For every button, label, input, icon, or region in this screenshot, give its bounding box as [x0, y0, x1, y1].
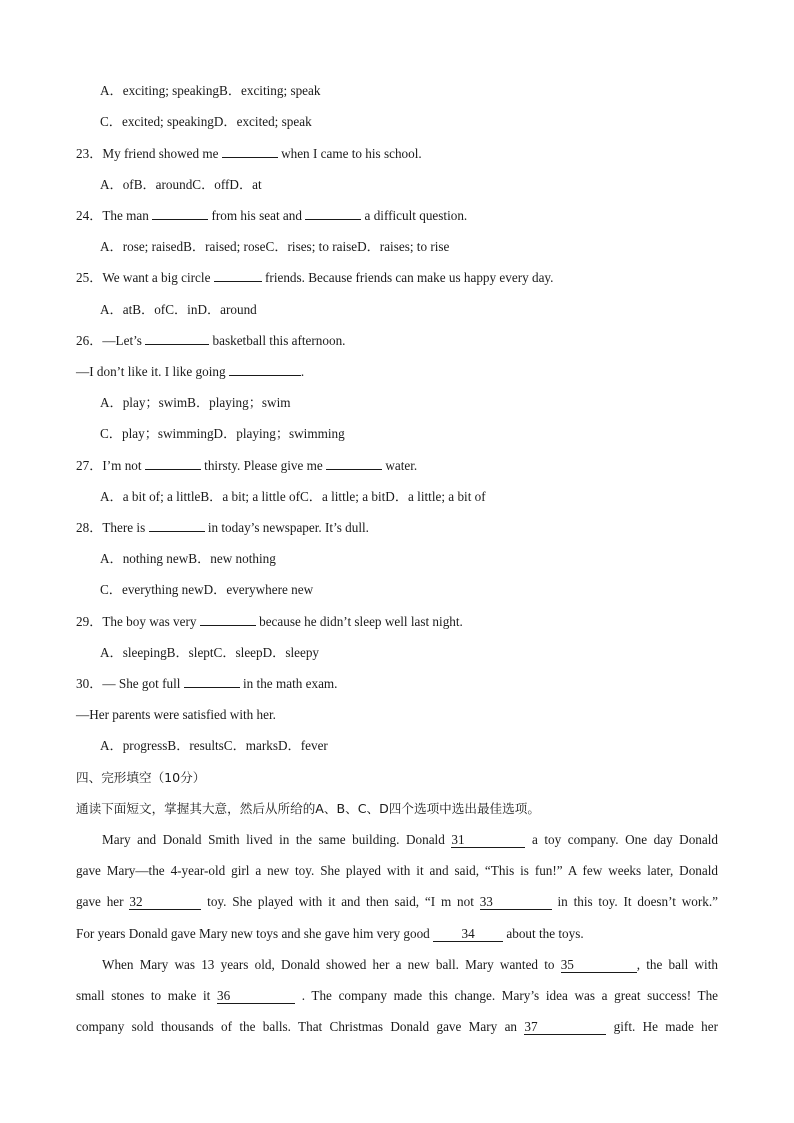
answer-blank [326, 469, 382, 470]
answer-blank [184, 687, 240, 688]
q24-options: A．rose; raisedB．raised; roseC．rises; to raiseD．raises; to rise [100, 239, 450, 254]
passage-line: small stones to make it 36 . The company made this change. Mary’s idea was a great success! The [76, 988, 719, 1003]
question-28: 28．There is in today’s newspaper. It’s dull. [76, 520, 369, 535]
q22-options-ab: A．exciting; speakingB．exciting; speak [100, 83, 321, 98]
answer-blank [305, 219, 361, 220]
answer-blank [222, 157, 278, 158]
passage-line: When Mary was 13 years old, Donald showed her a new ball. Mary wanted to 35 , the ball with [102, 957, 718, 972]
cloze-blank-35: 35 [561, 958, 637, 973]
answer-blank [214, 281, 262, 282]
question-25: 25．We want a big circle friends. Because friends can make us happy every day. [76, 270, 554, 285]
answer-blank [145, 469, 201, 470]
answer-blank [229, 375, 301, 376]
cloze-blank-37: 37 [524, 1020, 606, 1035]
passage-line: gave Mary—the 4-year-old girl a new toy. She played with it and said, “This is fun!” A few weeks later, Donald [76, 863, 718, 878]
q30-reply: —Her parents were satisfied with her. [76, 707, 276, 722]
question-26: 26．—Let’s basketball this afternoon. [76, 333, 346, 348]
answer-blank [145, 344, 209, 345]
q28-options-cd: C．everything newD．everywhere new [100, 582, 314, 597]
section-heading: 四、完形填空（10分） [76, 770, 206, 785]
cloze-blank-32: 32 [129, 895, 201, 910]
cloze-blank-36: 36 [217, 989, 295, 1004]
question-29: 29．The boy was very because he didn’t sleep well last night. [76, 614, 463, 629]
question-23: 23．My friend showed me when I came to his school. [76, 146, 422, 161]
question-27: 27．I’m not thirsty. Please give me water. [76, 458, 418, 473]
cloze-blank-33: 33 [480, 895, 552, 910]
answer-blank [149, 531, 205, 532]
passage-line: gave her 32 toy. She played with it and then said, “I m not 33 in this toy. It doesn’t work.” [76, 894, 719, 909]
passage-line: For years Donald gave Mary new toys and she gave him very good 34 about the toys. [76, 926, 584, 941]
q29-options: A．sleepingB．sleptC．sleepD．sleepy [100, 645, 320, 660]
q22-options-cd: C．excited; speakingD．excited; speak [100, 114, 312, 129]
answer-blank [200, 625, 256, 626]
section-instruction: 通读下面短文，掌握其大意，然后从所给的A、B、C、D四个选项中选出最佳选项。 [76, 801, 540, 816]
q25-options: A．atB．ofC．inD．around [100, 302, 257, 317]
cloze-blank-34: 34 [433, 927, 503, 942]
q30-options: A．progressB．resultsC．marksD．fever [100, 738, 328, 753]
q26-reply: —I don’t like it. I like going . [76, 364, 305, 379]
q23-options: A．ofB．aroundC．offD．at [100, 177, 262, 192]
q27-options: A．a bit of; a littleB．a bit; a little ofC．a little; a bitD．a little; a bit of [100, 489, 486, 504]
q26-options-cd: C．play；swimmingD．playing；swimming [100, 426, 345, 441]
question-30: 30．— She got full in the math exam. [76, 676, 338, 691]
passage-line: company sold thousands of the balls. That Christmas Donald gave Mary an 37 gift. He made her [76, 1019, 719, 1034]
question-24: 24．The man from his seat and a difficult question. [76, 208, 468, 223]
q28-options-ab: A．nothing newB．new nothing [100, 551, 276, 566]
answer-blank [152, 219, 208, 220]
cloze-blank-31: 31 [451, 833, 525, 848]
passage-line: Mary and Donald Smith lived in the same building. Donald 31 a toy company. One day Donald [102, 832, 719, 847]
q26-options-ab: A．play；swimB．playing；swim [100, 395, 291, 410]
